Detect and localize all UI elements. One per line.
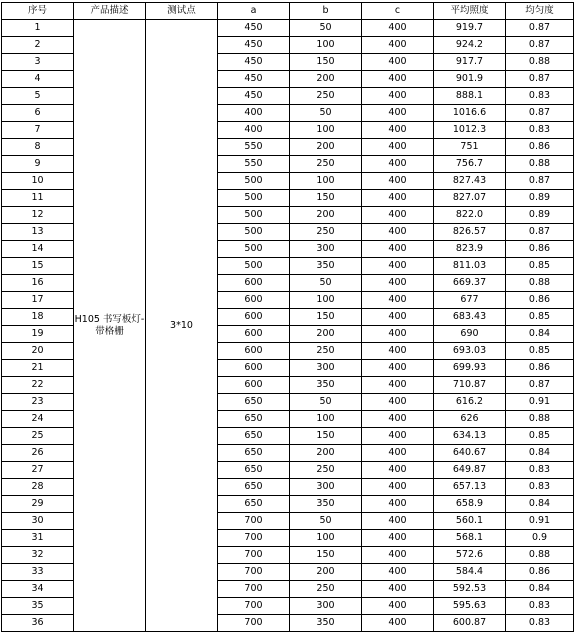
cell-average-illuminance: 677	[434, 292, 506, 309]
cell-b: 150	[290, 428, 362, 445]
cell-index: 36	[2, 615, 74, 632]
cell-a: 450	[218, 88, 290, 105]
cell-c: 400	[362, 343, 434, 360]
cell-index: 29	[2, 496, 74, 513]
cell-index: 12	[2, 207, 74, 224]
cell-average-illuminance: 584.4	[434, 564, 506, 581]
cell-uniformity: 0.86	[506, 139, 574, 156]
cell-b: 300	[290, 598, 362, 615]
cell-index: 11	[2, 190, 74, 207]
cell-c: 400	[362, 37, 434, 54]
header-average-illuminance: 平均照度	[434, 3, 506, 20]
cell-a: 700	[218, 513, 290, 530]
cell-c: 400	[362, 377, 434, 394]
cell-a: 650	[218, 496, 290, 513]
cell-index: 22	[2, 377, 74, 394]
header-b: b	[290, 3, 362, 20]
cell-index: 32	[2, 547, 74, 564]
cell-a: 500	[218, 173, 290, 190]
cell-a: 650	[218, 394, 290, 411]
cell-c: 400	[362, 241, 434, 258]
cell-c: 400	[362, 394, 434, 411]
cell-a: 500	[218, 258, 290, 275]
header-row	[2, 3, 574, 20]
cell-average-illuminance: 827.43	[434, 173, 506, 190]
cell-b: 200	[290, 326, 362, 343]
cell-b: 250	[290, 462, 362, 479]
cell-index: 15	[2, 258, 74, 275]
cell-average-illuminance: 756.7	[434, 156, 506, 173]
cell-uniformity: 0.87	[506, 173, 574, 190]
cell-a: 600	[218, 360, 290, 377]
cell-c: 400	[362, 190, 434, 207]
cell-b: 150	[290, 190, 362, 207]
cell-average-illuminance: 919.7	[434, 20, 506, 37]
cell-c: 400	[362, 173, 434, 190]
cell-average-illuminance: 626	[434, 411, 506, 428]
cell-b: 350	[290, 258, 362, 275]
cell-b: 250	[290, 156, 362, 173]
cell-a: 650	[218, 479, 290, 496]
cell-b: 100	[290, 37, 362, 54]
cell-index: 16	[2, 275, 74, 292]
cell-c: 400	[362, 326, 434, 343]
cell-b: 50	[290, 394, 362, 411]
cell-a: 500	[218, 241, 290, 258]
cell-uniformity: 0.88	[506, 411, 574, 428]
cell-c: 400	[362, 275, 434, 292]
cell-b: 100	[290, 122, 362, 139]
cell-a: 700	[218, 581, 290, 598]
cell-a: 700	[218, 598, 290, 615]
cell-b: 200	[290, 207, 362, 224]
cell-uniformity: 0.86	[506, 564, 574, 581]
cell-uniformity: 0.84	[506, 496, 574, 513]
cell-b: 300	[290, 241, 362, 258]
cell-average-illuminance: 592.53	[434, 581, 506, 598]
cell-b: 100	[290, 173, 362, 190]
cell-uniformity: 0.88	[506, 547, 574, 564]
cell-b: 300	[290, 360, 362, 377]
cell-uniformity: 0.87	[506, 71, 574, 88]
cell-average-illuminance: 669.37	[434, 275, 506, 292]
cell-index: 30	[2, 513, 74, 530]
cell-uniformity: 0.87	[506, 224, 574, 241]
cell-c: 400	[362, 479, 434, 496]
cell-index: 33	[2, 564, 74, 581]
cell-average-illuminance: 560.1	[434, 513, 506, 530]
cell-average-illuminance: 658.9	[434, 496, 506, 513]
cell-average-illuminance: 924.2	[434, 37, 506, 54]
cell-uniformity: 0.85	[506, 428, 574, 445]
cell-uniformity: 0.83	[506, 479, 574, 496]
cell-uniformity: 0.83	[506, 598, 574, 615]
cell-index: 3	[2, 54, 74, 71]
cell-a: 450	[218, 20, 290, 37]
table-header	[2, 3, 574, 20]
table-body	[2, 20, 574, 632]
cell-uniformity: 0.87	[506, 105, 574, 122]
cell-average-illuminance: 826.57	[434, 224, 506, 241]
cell-index: 5	[2, 88, 74, 105]
cell-uniformity: 0.84	[506, 445, 574, 462]
cell-uniformity: 0.88	[506, 156, 574, 173]
cell-a: 650	[218, 428, 290, 445]
cell-average-illuminance: 616.2	[434, 394, 506, 411]
cell-b: 200	[290, 71, 362, 88]
cell-uniformity: 0.9	[506, 530, 574, 547]
cell-uniformity: 0.84	[506, 326, 574, 343]
cell-a: 400	[218, 122, 290, 139]
cell-uniformity: 0.88	[506, 54, 574, 71]
cell-c: 400	[362, 428, 434, 445]
cell-uniformity: 0.83	[506, 88, 574, 105]
cell-average-illuminance: 683.43	[434, 309, 506, 326]
cell-uniformity: 0.91	[506, 513, 574, 530]
cell-index: 26	[2, 445, 74, 462]
cell-c: 400	[362, 207, 434, 224]
cell-average-illuminance: 917.7	[434, 54, 506, 71]
cell-b: 150	[290, 309, 362, 326]
cell-c: 400	[362, 411, 434, 428]
cell-index: 9	[2, 156, 74, 173]
cell-a: 500	[218, 190, 290, 207]
cell-a: 600	[218, 377, 290, 394]
cell-c: 400	[362, 615, 434, 632]
cell-a: 450	[218, 54, 290, 71]
cell-c: 400	[362, 224, 434, 241]
cell-average-illuminance: 640.67	[434, 445, 506, 462]
cell-uniformity: 0.85	[506, 309, 574, 326]
cell-uniformity: 0.87	[506, 37, 574, 54]
cell-a: 650	[218, 445, 290, 462]
cell-index: 31	[2, 530, 74, 547]
cell-average-illuminance: 634.13	[434, 428, 506, 445]
header-uniformity: 均匀度	[506, 3, 574, 20]
cell-index: 18	[2, 309, 74, 326]
cell-c: 400	[362, 258, 434, 275]
cell-index: 27	[2, 462, 74, 479]
cell-index: 34	[2, 581, 74, 598]
cell-uniformity: 0.87	[506, 377, 574, 394]
table-row	[2, 20, 574, 37]
cell-c: 400	[362, 581, 434, 598]
cell-average-illuminance: 568.1	[434, 530, 506, 547]
cell-a: 600	[218, 292, 290, 309]
cell-b: 300	[290, 479, 362, 496]
cell-c: 400	[362, 496, 434, 513]
cell-uniformity: 0.84	[506, 581, 574, 598]
cell-c: 400	[362, 547, 434, 564]
cell-c: 400	[362, 513, 434, 530]
cell-index: 14	[2, 241, 74, 258]
cell-index: 1	[2, 20, 74, 37]
cell-c: 400	[362, 105, 434, 122]
cell-average-illuminance: 823.9	[434, 241, 506, 258]
cell-a: 600	[218, 275, 290, 292]
cell-average-illuminance: 827.07	[434, 190, 506, 207]
cell-b: 50	[290, 20, 362, 37]
cell-product-description: H105 书写板灯-带格栅	[74, 20, 146, 632]
cell-b: 200	[290, 445, 362, 462]
cell-average-illuminance: 690	[434, 326, 506, 343]
illuminance-table	[1, 2, 574, 632]
cell-uniformity: 0.89	[506, 190, 574, 207]
cell-average-illuminance: 888.1	[434, 88, 506, 105]
cell-uniformity: 0.86	[506, 292, 574, 309]
cell-average-illuminance: 595.63	[434, 598, 506, 615]
cell-uniformity: 0.87	[506, 20, 574, 37]
cell-c: 400	[362, 122, 434, 139]
cell-a: 700	[218, 615, 290, 632]
cell-a: 450	[218, 71, 290, 88]
cell-average-illuminance: 901.9	[434, 71, 506, 88]
cell-average-illuminance: 751	[434, 139, 506, 156]
cell-a: 450	[218, 37, 290, 54]
cell-b: 350	[290, 496, 362, 513]
cell-index: 20	[2, 343, 74, 360]
cell-index: 10	[2, 173, 74, 190]
cell-average-illuminance: 657.13	[434, 479, 506, 496]
cell-a: 550	[218, 156, 290, 173]
cell-a: 600	[218, 309, 290, 326]
cell-b: 250	[290, 581, 362, 598]
header-product-description: 产品描述	[74, 3, 146, 20]
cell-uniformity: 0.91	[506, 394, 574, 411]
cell-c: 400	[362, 462, 434, 479]
cell-a: 700	[218, 530, 290, 547]
cell-b: 100	[290, 411, 362, 428]
header-a: a	[218, 3, 290, 20]
cell-b: 50	[290, 275, 362, 292]
cell-b: 200	[290, 564, 362, 581]
cell-uniformity: 0.86	[506, 360, 574, 377]
cell-uniformity: 0.85	[506, 343, 574, 360]
cell-uniformity: 0.83	[506, 462, 574, 479]
cell-average-illuminance: 693.03	[434, 343, 506, 360]
cell-a: 600	[218, 326, 290, 343]
cell-b: 100	[290, 292, 362, 309]
cell-average-illuminance: 811.03	[434, 258, 506, 275]
cell-average-illuminance: 699.93	[434, 360, 506, 377]
cell-average-illuminance: 600.87	[434, 615, 506, 632]
cell-uniformity: 0.85	[506, 258, 574, 275]
cell-b: 50	[290, 513, 362, 530]
cell-average-illuminance: 1016.6	[434, 105, 506, 122]
cell-a: 700	[218, 564, 290, 581]
cell-index: 7	[2, 122, 74, 139]
cell-index: 13	[2, 224, 74, 241]
cell-index: 6	[2, 105, 74, 122]
cell-c: 400	[362, 54, 434, 71]
cell-b: 250	[290, 88, 362, 105]
cell-a: 650	[218, 411, 290, 428]
cell-average-illuminance: 572.6	[434, 547, 506, 564]
cell-b: 50	[290, 105, 362, 122]
cell-b: 250	[290, 224, 362, 241]
cell-index: 4	[2, 71, 74, 88]
cell-b: 200	[290, 139, 362, 156]
cell-index: 21	[2, 360, 74, 377]
cell-index: 17	[2, 292, 74, 309]
cell-uniformity: 0.83	[506, 122, 574, 139]
cell-b: 100	[290, 530, 362, 547]
cell-a: 500	[218, 207, 290, 224]
cell-average-illuminance: 710.87	[434, 377, 506, 394]
cell-index: 23	[2, 394, 74, 411]
cell-c: 400	[362, 20, 434, 37]
cell-c: 400	[362, 445, 434, 462]
cell-b: 350	[290, 377, 362, 394]
cell-index: 19	[2, 326, 74, 343]
cell-a: 700	[218, 547, 290, 564]
cell-a: 650	[218, 462, 290, 479]
cell-uniformity: 0.86	[506, 241, 574, 258]
cell-index: 28	[2, 479, 74, 496]
cell-average-illuminance: 822.0	[434, 207, 506, 224]
cell-c: 400	[362, 88, 434, 105]
cell-index: 24	[2, 411, 74, 428]
cell-c: 400	[362, 530, 434, 547]
cell-test-point: 3*10	[146, 20, 218, 632]
cell-c: 400	[362, 598, 434, 615]
cell-a: 500	[218, 224, 290, 241]
cell-a: 550	[218, 139, 290, 156]
cell-b: 250	[290, 343, 362, 360]
cell-c: 400	[362, 309, 434, 326]
cell-uniformity: 0.89	[506, 207, 574, 224]
cell-b: 350	[290, 615, 362, 632]
header-test-point: 测试点	[146, 3, 218, 20]
cell-c: 400	[362, 564, 434, 581]
cell-uniformity: 0.83	[506, 615, 574, 632]
cell-c: 400	[362, 292, 434, 309]
cell-c: 400	[362, 71, 434, 88]
cell-c: 400	[362, 139, 434, 156]
cell-c: 400	[362, 156, 434, 173]
cell-index: 8	[2, 139, 74, 156]
cell-index: 2	[2, 37, 74, 54]
header-c: c	[362, 3, 434, 20]
cell-index: 25	[2, 428, 74, 445]
cell-a: 400	[218, 105, 290, 122]
cell-average-illuminance: 1012.3	[434, 122, 506, 139]
cell-b: 150	[290, 547, 362, 564]
cell-average-illuminance: 649.87	[434, 462, 506, 479]
cell-index: 35	[2, 598, 74, 615]
cell-a: 600	[218, 343, 290, 360]
cell-uniformity: 0.88	[506, 275, 574, 292]
cell-b: 150	[290, 54, 362, 71]
cell-c: 400	[362, 360, 434, 377]
header-index: 序号	[2, 3, 74, 20]
